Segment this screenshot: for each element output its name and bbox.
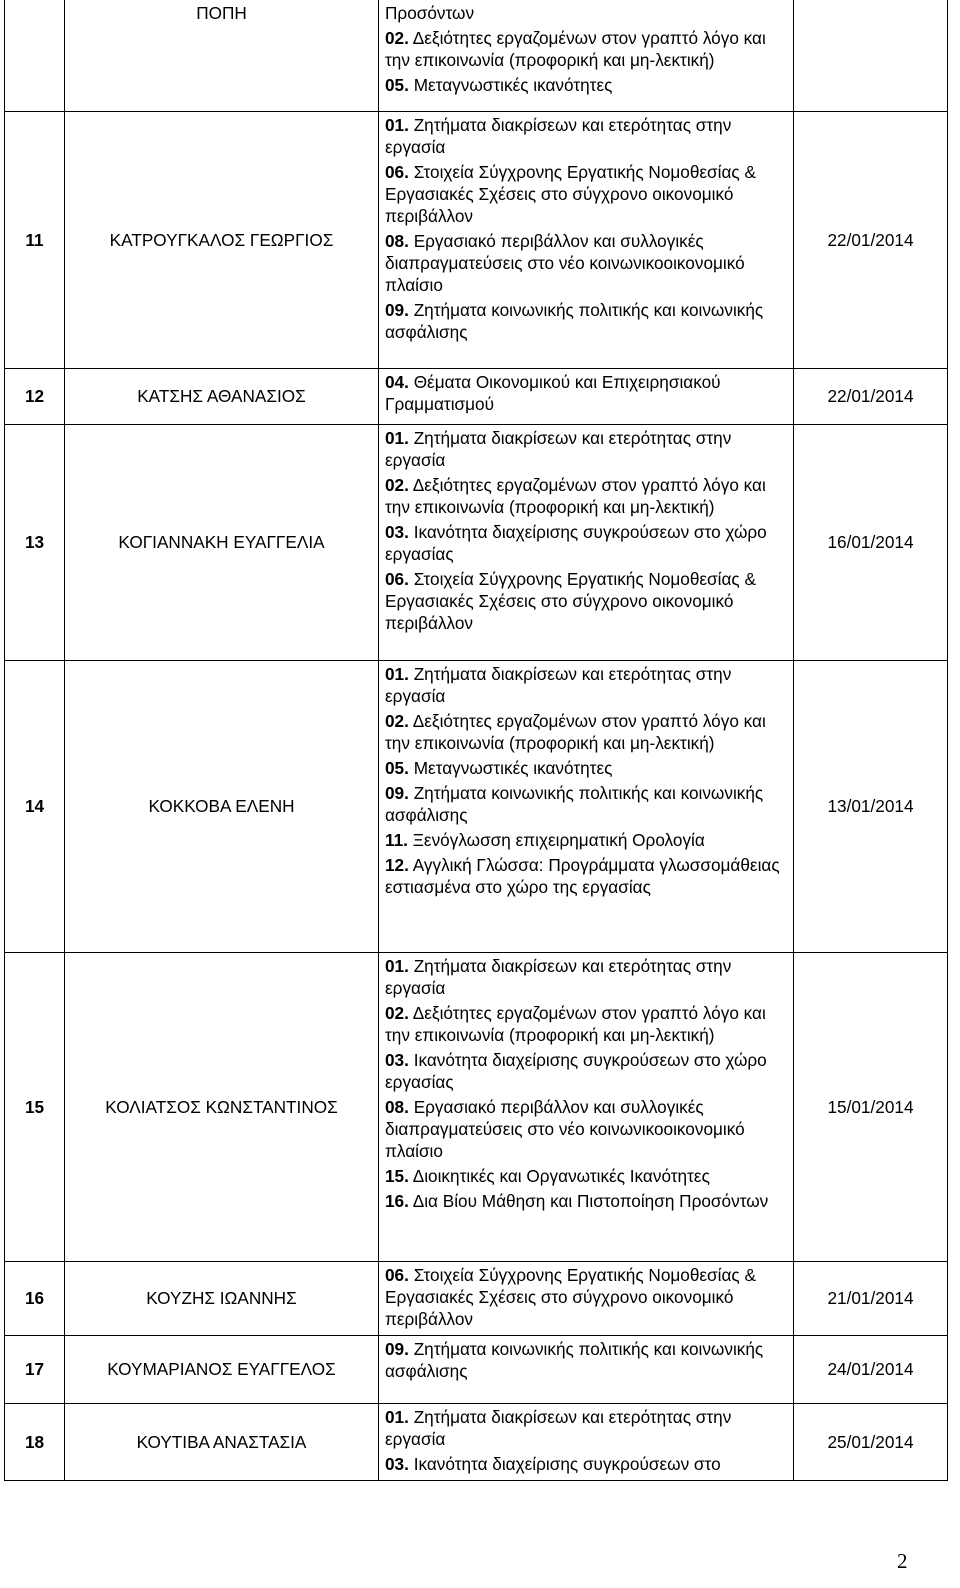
module-title: Διοικητικές και Οργανωτικές Ικανότητες bbox=[412, 1166, 710, 1186]
module-title: Στοιχεία Σύγχρονης Εργατικής Νομοθεσίας & Εργασιακές Σχέσεις στο σύγχρονο οικονομικό περιβάλλον bbox=[385, 1265, 756, 1329]
session-date: 13/01/2014 bbox=[794, 661, 948, 953]
module-title: Δεξιότητες εργαζομένων στον γραπτό λόγο και την επικοινωνία (προφορική και μη-λεκτική) bbox=[385, 28, 766, 70]
module-code: 03. bbox=[385, 522, 409, 542]
module-code: 06. bbox=[385, 569, 409, 589]
row-number: 12 bbox=[5, 369, 65, 425]
module-code: 01. bbox=[385, 956, 409, 976]
session-date: 21/01/2014 bbox=[794, 1262, 948, 1336]
module-item bbox=[385, 710, 793, 754]
row-number: 14 bbox=[5, 661, 65, 953]
module-code: 09. bbox=[385, 783, 409, 803]
table-body bbox=[5, 0, 948, 1481]
module-title: Εργασιακό περιβάλλον και συλλογικές διαπραγματεύσεις στο νέο κοινωνικοοικονομικό πλαίσιο bbox=[385, 231, 745, 295]
module-item bbox=[385, 1406, 793, 1450]
module-code: 02. bbox=[385, 1003, 409, 1023]
module-item bbox=[385, 427, 793, 471]
modules-cell bbox=[379, 425, 794, 661]
table-row bbox=[5, 953, 948, 1262]
row-number: 17 bbox=[5, 1336, 65, 1404]
module-title: Ικανότητα διαχείρισης συγκρούσεων στο χώρο εργασίας bbox=[385, 1050, 767, 1092]
module-title: Ικανότητα διαχείρισης συγκρούσεων στο bbox=[413, 1454, 721, 1474]
row-number: 11 bbox=[5, 112, 65, 369]
module-code: 08. bbox=[385, 1097, 409, 1117]
trainer-name: ΚΑΤΡΟΥΓΚΑΛΟΣ ΓΕΩΡΓΙΟΣ bbox=[65, 112, 379, 369]
module-title: Δια Βίου Μάθηση και Πιστοποίηση Προσόντων bbox=[412, 1191, 769, 1211]
module-code: 11. bbox=[385, 830, 408, 850]
module-code: 03. bbox=[385, 1050, 409, 1070]
module-code: 05. bbox=[385, 758, 409, 778]
modules-cell bbox=[379, 1262, 794, 1336]
module-item bbox=[385, 1049, 793, 1093]
module-title: Στοιχεία Σύγχρονης Εργατικής Νομοθεσίας & Εργασιακές Σχέσεις στο σύγχρονο οικονομικό περιβάλλον bbox=[385, 162, 756, 226]
module-item bbox=[385, 782, 793, 826]
module-title: Δεξιότητες εργαζομένων στον γραπτό λόγο και την επικοινωνία (προφορική και μη-λεκτική) bbox=[385, 711, 766, 753]
table-row bbox=[5, 369, 948, 425]
module-title: Ζητήματα διακρίσεων και ετερότητας στην εργασία bbox=[385, 1407, 732, 1449]
module-item bbox=[385, 2, 793, 24]
module-code: 01. bbox=[385, 115, 409, 135]
module-title: Ικανότητα διαχείρισης συγκρούσεων στο χώρο εργασίας bbox=[385, 522, 767, 564]
table-row bbox=[5, 1404, 948, 1481]
trainers-schedule-table bbox=[4, 0, 948, 1481]
module-title: Ζητήματα διακρίσεων και ετερότητας στην εργασία bbox=[385, 956, 732, 998]
module-item bbox=[385, 854, 793, 898]
trainer-name: ΚΟΥΖΗΣ ΙΩΑΝΝΗΣ bbox=[65, 1262, 379, 1336]
module-title: Μεταγνωστικές ικανότητες bbox=[413, 758, 613, 778]
trainer-name: ΚΟΥΜΑΡΙΑΝΟΣ ΕΥΑΓΓΕΛΟΣ bbox=[65, 1336, 379, 1404]
module-title: Αγγλική Γλώσσα: Προγράμματα γλωσσομάθειας εστιασμένα στο χώρο της εργασίας bbox=[385, 855, 780, 897]
module-item bbox=[385, 757, 793, 779]
table-row bbox=[5, 0, 948, 112]
trainer-name: ΚΟΥΤΙΒΑ ΑΝΑΣΤΑΣΙΑ bbox=[65, 1404, 379, 1481]
module-item bbox=[385, 1165, 793, 1187]
module-code: 06. bbox=[385, 162, 409, 182]
modules-cell bbox=[379, 112, 794, 369]
module-code: 06. bbox=[385, 1265, 409, 1285]
table-row bbox=[5, 661, 948, 953]
module-code: 05. bbox=[385, 75, 409, 95]
table-row bbox=[5, 1336, 948, 1404]
trainer-name: ΚΟΚΚΟΒΑ ΕΛΕΝΗ bbox=[65, 661, 379, 953]
module-title: Εργασιακό περιβάλλον και συλλογικές διαπραγματεύσεις στο νέο κοινωνικοοικονομικό πλαίσιο bbox=[385, 1097, 745, 1161]
module-title: Ζητήματα διακρίσεων και ετερότητας στην εργασία bbox=[385, 664, 732, 706]
module-title: Ζητήματα κοινωνικής πολιτικής και κοινωνικής ασφάλισης bbox=[385, 300, 764, 342]
module-item bbox=[385, 568, 793, 634]
module-title: Ζητήματα κοινωνικής πολιτικής και κοινωνικής ασφάλισης bbox=[385, 1339, 764, 1381]
module-code: 02. bbox=[385, 475, 409, 495]
table-row bbox=[5, 425, 948, 661]
module-item bbox=[385, 1338, 793, 1382]
trainer-name: ΠΟΠΗ bbox=[65, 0, 379, 112]
module-item bbox=[385, 299, 793, 343]
module-title: Θέματα Οικονομικού και Επιχειρησιακού Γραμματισμού bbox=[385, 372, 721, 414]
module-item bbox=[385, 955, 793, 999]
module-title: Δεξιότητες εργαζομένων στον γραπτό λόγο και την επικοινωνία (προφορική και μη-λεκτική) bbox=[385, 1003, 766, 1045]
module-title: Ζητήματα διακρίσεων και ετερότητας στην εργασία bbox=[385, 428, 732, 470]
session-date: 16/01/2014 bbox=[794, 425, 948, 661]
session-date: 24/01/2014 bbox=[794, 1336, 948, 1404]
module-code: 01. bbox=[385, 428, 409, 448]
module-code: 08. bbox=[385, 231, 409, 251]
trainer-name: ΚΑΤΣΗΣ ΑΘΑΝΑΣΙΟΣ bbox=[65, 369, 379, 425]
modules-cell bbox=[379, 1404, 794, 1481]
module-title: Μεταγνωστικές ικανότητες bbox=[413, 75, 613, 95]
row-number: 13 bbox=[5, 425, 65, 661]
module-code: 16. bbox=[385, 1191, 409, 1211]
module-code: 01. bbox=[385, 664, 409, 684]
row-number bbox=[5, 0, 65, 112]
module-code: 04. bbox=[385, 372, 409, 392]
module-code: 09. bbox=[385, 300, 409, 320]
module-item bbox=[385, 27, 793, 71]
module-title: Στοιχεία Σύγχρονης Εργατικής Νομοθεσίας & Εργασιακές Σχέσεις στο σύγχρονο οικονομικό περιβάλλον bbox=[385, 569, 756, 633]
module-code: 02. bbox=[385, 28, 409, 48]
row-number: 15 bbox=[5, 953, 65, 1262]
module-code: 12. bbox=[385, 855, 409, 875]
module-item bbox=[385, 1264, 793, 1330]
module-code: 03. bbox=[385, 1454, 409, 1474]
table-row bbox=[5, 1262, 948, 1336]
session-date: 15/01/2014 bbox=[794, 953, 948, 1262]
session-date bbox=[794, 0, 948, 112]
module-item bbox=[385, 1190, 793, 1212]
module-item bbox=[385, 663, 793, 707]
module-item bbox=[385, 474, 793, 518]
module-title: Ζητήματα διακρίσεων και ετερότητας στην εργασία bbox=[385, 115, 732, 157]
module-code: 15. bbox=[385, 1166, 409, 1186]
session-date: 25/01/2014 bbox=[794, 1404, 948, 1481]
module-item bbox=[385, 161, 793, 227]
module-item bbox=[385, 829, 793, 851]
module-code: 09. bbox=[385, 1339, 409, 1359]
page-number: 2 bbox=[897, 1549, 908, 1573]
module-item bbox=[385, 521, 793, 565]
module-title: Προσόντων bbox=[385, 3, 475, 23]
module-item bbox=[385, 1453, 793, 1475]
module-item bbox=[385, 1096, 793, 1162]
trainer-name: ΚΟΛΙΑΤΣΟΣ ΚΩΝΣΤΑΝΤΙΝΟΣ bbox=[65, 953, 379, 1262]
trainer-name: ΚΟΓΙΑΝΝΑΚΗ ΕΥΑΓΓΕΛΙΑ bbox=[65, 425, 379, 661]
row-number: 16 bbox=[5, 1262, 65, 1336]
module-code: 02. bbox=[385, 711, 409, 731]
modules-cell bbox=[379, 953, 794, 1262]
module-item bbox=[385, 230, 793, 296]
session-date: 22/01/2014 bbox=[794, 369, 948, 425]
module-code: 01. bbox=[385, 1407, 409, 1427]
session-date: 22/01/2014 bbox=[794, 112, 948, 369]
modules-cell bbox=[379, 1336, 794, 1404]
module-title: Ζητήματα κοινωνικής πολιτικής και κοινωνικής ασφάλισης bbox=[385, 783, 764, 825]
modules-cell bbox=[379, 369, 794, 425]
modules-cell bbox=[379, 661, 794, 953]
module-item bbox=[385, 114, 793, 158]
table-row bbox=[5, 112, 948, 369]
module-item bbox=[385, 1002, 793, 1046]
module-item bbox=[385, 74, 793, 96]
module-item bbox=[385, 371, 793, 415]
module-title: Δεξιότητες εργαζομένων στον γραπτό λόγο και την επικοινωνία (προφορική και μη-λεκτική) bbox=[385, 475, 766, 517]
row-number: 18 bbox=[5, 1404, 65, 1481]
module-title: Ξενόγλωσση επιχειρηματική Ορολογία bbox=[412, 830, 705, 850]
modules-cell bbox=[379, 0, 794, 112]
